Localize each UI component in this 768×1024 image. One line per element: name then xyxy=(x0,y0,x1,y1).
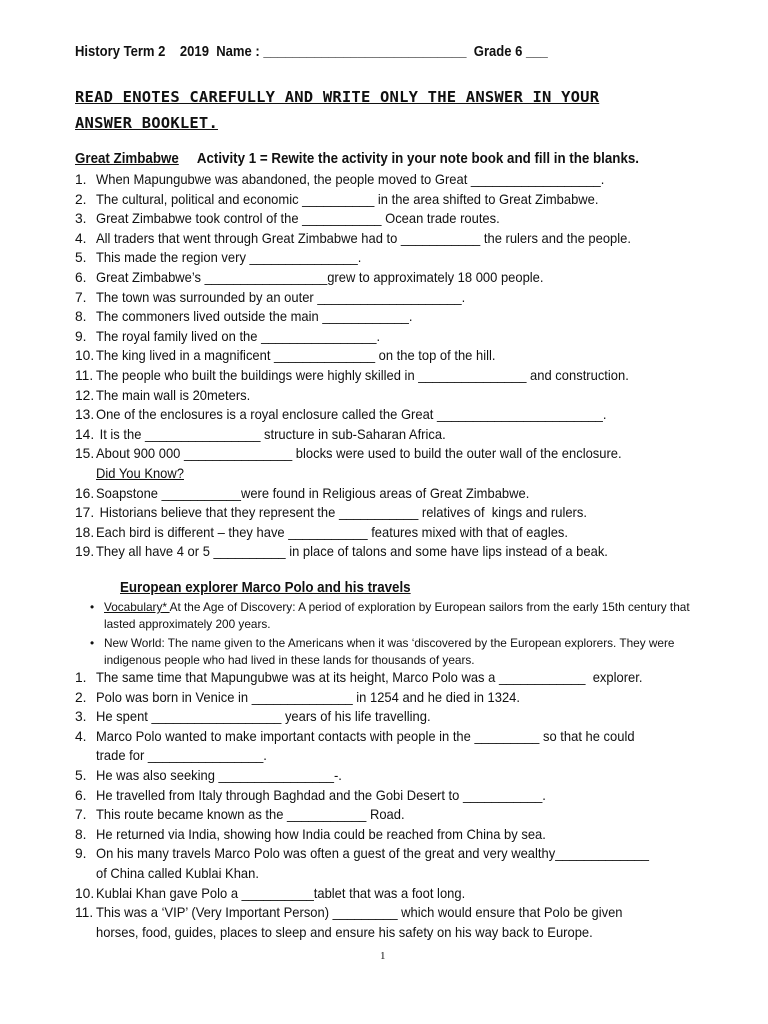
list-item xyxy=(75,786,684,806)
list-item-text: On his many travels Marco Polo was often a guest of the great and very wealthy_____________ xyxy=(96,846,649,862)
list-item xyxy=(75,884,684,904)
list-item xyxy=(75,170,665,190)
list-item xyxy=(75,727,684,766)
list-item-text: Marco Polo wanted to make important contacts with people in the _________ so that he could xyxy=(96,728,635,744)
list-item-number: 2. xyxy=(75,689,87,705)
list-item xyxy=(75,542,665,562)
marco-polo-list xyxy=(75,668,684,942)
list-item-text: Soapstone ___________were found in Religious areas of Great Zimbabwe. xyxy=(96,485,530,501)
list-item-number: 8. xyxy=(75,826,87,842)
list-item xyxy=(75,523,665,543)
section-1-activity: Activity 1 = Rewite the activity in your note book and fill in the blanks. xyxy=(196,151,640,167)
instruction-heading xyxy=(75,84,715,136)
list-item xyxy=(75,346,665,366)
instruction-line-1: READ ENOTES CAREFULLY AND WRITE ONLY THE ANSWER IN YOUR xyxy=(75,88,600,106)
list-item-text: Kublai Khan gave Polo a __________tablet that was a foot long. xyxy=(96,885,466,901)
list-item-number: 4. xyxy=(75,230,87,246)
list-item-text: trade for ________________. xyxy=(96,748,267,764)
list-item-number: 4. xyxy=(75,728,87,744)
list-item-number: 5. xyxy=(75,767,87,783)
list-item xyxy=(75,405,665,425)
list-item-number: 17. xyxy=(75,505,95,521)
worksheet-header: History Term 2 2019 Name : ____________________________ Grade 6 ___ xyxy=(75,44,548,60)
list-item xyxy=(75,844,684,883)
section-2-title: European explorer Marco Polo and his travels xyxy=(120,580,411,596)
list-item-text: The cultural, political and economic __________ in the area shifted to Great Zimbabwe. xyxy=(96,191,599,207)
list-item-number: 7. xyxy=(75,807,87,823)
list-item-number: 10. xyxy=(75,885,95,901)
list-item-text: One of the enclosures is a royal enclosure called the Great _______________________. xyxy=(96,407,607,423)
list-item-text: He spent __________________ years of his life travelling. xyxy=(96,709,431,725)
list-item-text: Historians believe that they represent the ___________ relatives of kings and rulers. xyxy=(96,505,587,521)
list-item-number: 14. xyxy=(75,426,95,442)
list-item xyxy=(75,288,665,308)
list-item-text: This was a ‘VIP’ (Very Important Person) _________ which would ensure that Polo be given xyxy=(96,905,623,921)
list-item xyxy=(75,327,665,347)
list-item-text: They all have 4 or 5 __________ in place of talons and some have lips instead of a beak. xyxy=(96,544,608,560)
list-item xyxy=(75,707,684,727)
list-item-text: The main wall is 20meters. xyxy=(96,387,251,403)
bullet-icon: • xyxy=(90,600,95,614)
list-item-number: 1. xyxy=(75,670,87,685)
list-item-number: 15. xyxy=(75,446,95,462)
list-item-text: He travelled from Italy through Baghdad and the Gobi Desert to ___________. xyxy=(96,787,546,803)
list-item-text: horses, food, guides, places to sleep and ensure his safety on his way back to Europe. xyxy=(96,924,593,940)
list-item-number: 7. xyxy=(75,289,87,305)
list-item-number: 2. xyxy=(75,191,87,207)
vocabulary-text: At the Age of Discovery: A period of exploration by European sailors from the early 15th century that lasted approximately 200 years. xyxy=(104,600,690,631)
list-item-text: Great Zimbabwe’s _________________grew to approximately 18 000 people. xyxy=(96,269,544,285)
list-item-text: All traders that went through Great Zimbabwe had to ___________ the rulers and the people. xyxy=(96,230,631,246)
section-1-topic: Great Zimbabwe xyxy=(75,151,179,167)
list-item xyxy=(75,825,684,845)
list-item xyxy=(75,766,684,786)
page-number: 1 xyxy=(380,950,386,962)
list-item-text: The town was surrounded by an outer ____________________. xyxy=(96,289,466,305)
list-item-number: 10. xyxy=(75,348,95,364)
list-item xyxy=(75,268,665,288)
list-item xyxy=(75,444,665,464)
list-item xyxy=(75,307,665,327)
list-item-text: About 900 000 _______________ blocks were used to build the outer wall of the enclosure. xyxy=(96,446,622,462)
list-item-number: 3. xyxy=(75,709,87,725)
list-item-number: 6. xyxy=(75,269,87,285)
list-item-number: 12. xyxy=(75,387,95,403)
vocabulary-term: Vocabulary* xyxy=(104,600,170,614)
list-item-text: This route became known as the ___________ Road. xyxy=(96,807,405,823)
list-item xyxy=(75,903,684,942)
list-item xyxy=(75,366,665,386)
list-item-text: The royal family lived on the ________________. xyxy=(96,328,381,344)
vocabulary-text: New World: The name given to the Americans when it was ‘discovered by the European explorers. They were indigenous people who had lived in these lands for thousands of years. xyxy=(104,636,675,667)
list-item-number: 6. xyxy=(75,787,87,803)
list-item xyxy=(75,688,684,708)
list-item-number: 16. xyxy=(75,485,95,501)
list-item xyxy=(75,425,665,445)
list-item xyxy=(75,805,684,825)
list-item-number: 3. xyxy=(75,211,87,227)
list-item xyxy=(75,668,684,688)
list-item-number: 19. xyxy=(75,544,95,560)
list-item xyxy=(75,484,665,504)
list-item-text: Each bird is different – they have ___________ features mixed with that of eagles. xyxy=(96,524,568,540)
vocabulary-list xyxy=(90,599,710,671)
list-item-number: 9. xyxy=(75,328,87,344)
list-item xyxy=(75,209,665,229)
list-item-text: He returned via India, showing how India could be reached from China by sea. xyxy=(96,826,546,842)
list-item-text: The king lived in a magnificent ______________ on the top of the hill. xyxy=(96,348,496,364)
list-item-number: 1. xyxy=(75,172,87,187)
vocabulary-item xyxy=(90,599,710,632)
list-item-text: of China called Kublai Khan. xyxy=(96,865,259,881)
list-item-text: The same time that Mapungubwe was at its height, Marco Polo was a ____________ explorer. xyxy=(96,670,643,685)
list-item xyxy=(75,386,665,406)
list-item-text: It is the ________________ structure in sub-Saharan Africa. xyxy=(96,426,446,442)
list-item-number: 9. xyxy=(75,846,87,862)
list-item-number: 18. xyxy=(75,524,95,540)
did-you-know-heading xyxy=(75,464,665,484)
section-1-title xyxy=(75,151,639,167)
did-you-know-label: Did You Know? xyxy=(96,465,184,481)
list-item xyxy=(75,190,665,210)
list-item-text: The commoners lived outside the main ____________. xyxy=(96,309,413,325)
list-item-text: Great Zimbabwe took control of the ___________ Ocean trade routes. xyxy=(96,211,500,227)
list-item-number: 8. xyxy=(75,309,87,325)
list-item-text: The people who built the buildings were highly skilled in _______________ and construction. xyxy=(96,367,629,383)
list-item-text: Polo was born in Venice in ______________ in 1254 and he died in 1324. xyxy=(96,689,521,705)
bullet-icon: • xyxy=(90,636,95,650)
list-item-text: When Mapungubwe was abandoned, the people moved to Great __________________. xyxy=(96,172,605,187)
list-item xyxy=(75,248,665,268)
list-item-number: 13. xyxy=(75,407,95,423)
list-item-text: This made the region very _______________. xyxy=(96,250,362,266)
list-item-number: 11. xyxy=(75,367,94,383)
list-item xyxy=(75,229,665,249)
list-item-text: He was also seeking ________________-. xyxy=(96,767,342,783)
list-item-number: 11. xyxy=(75,905,94,921)
instruction-line-2: ANSWER BOOKLET. xyxy=(75,114,218,132)
vocabulary-item xyxy=(90,635,710,668)
list-item xyxy=(75,503,665,523)
activity-1-list xyxy=(75,170,665,562)
list-item-number: 5. xyxy=(75,250,87,266)
